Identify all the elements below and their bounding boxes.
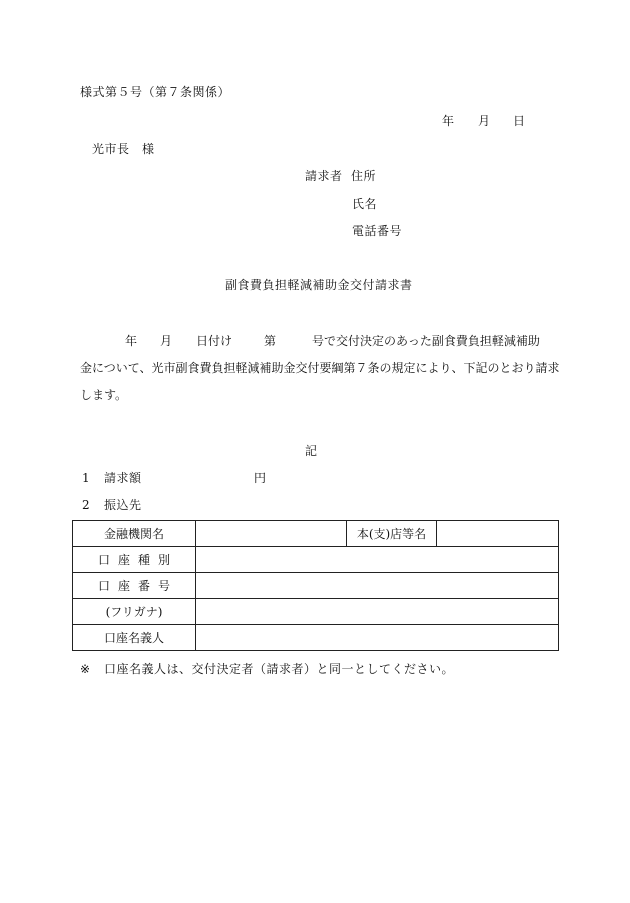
branch-name-label: 本(支)店等名 — [347, 521, 437, 547]
account-type-label: 口座種別 — [73, 547, 196, 573]
furigana-field[interactable] — [196, 599, 559, 625]
item-1-number: 1 — [82, 471, 90, 485]
account-type-field[interactable] — [196, 547, 559, 573]
body-line-2: 金について、光市副食費負担軽減補助金交付要綱第７条の規定により、下記のとおり請求 — [80, 361, 560, 375]
date-year-label: 年 — [442, 114, 455, 128]
furigana-label: (フリガナ) — [73, 599, 196, 625]
body-line-3: します。 — [80, 388, 128, 402]
table-row — [73, 625, 559, 651]
claimant-address-label: 住所 — [351, 169, 377, 183]
addressee: 光市長 様 — [92, 142, 155, 156]
document-title: 副食費負担軽減補助金交付請求書 — [225, 278, 413, 292]
item-2-number: 2 — [82, 498, 90, 512]
date-day-label: 日 — [513, 114, 526, 128]
table-row — [73, 521, 559, 547]
account-holder-label: 口座名義人 — [73, 625, 196, 651]
body-line-1-rest: 号で交付決定のあった副食費負担軽減補助 — [312, 334, 540, 348]
body-year-label: 年 — [125, 334, 138, 348]
body-month-label: 月 — [160, 334, 173, 348]
body-dated-label: 日付け — [196, 334, 233, 348]
date-month-label: 月 — [478, 114, 491, 128]
bank-transfer-table — [72, 520, 559, 651]
item-1-unit: 円 — [254, 471, 267, 485]
note-text: 口座名義人は、交付決定者（請求者）と同一としてください。 — [104, 662, 455, 676]
account-holder-field[interactable] — [196, 625, 559, 651]
ki-heading: 記 — [305, 444, 318, 458]
bank-name-label: 金融機関名 — [73, 521, 196, 547]
claimant-name-label: 氏名 — [352, 197, 378, 211]
claimant-phone-label: 電話番号 — [352, 224, 403, 238]
account-number-field[interactable] — [196, 573, 559, 599]
table-row — [73, 573, 559, 599]
form-number: 様式第５号（第７条関係） — [80, 85, 231, 99]
branch-name-field[interactable] — [437, 521, 559, 547]
table-row — [73, 547, 559, 573]
item-2-label: 振込先 — [104, 498, 142, 512]
note-mark: ※ — [80, 662, 91, 676]
table-row — [73, 599, 559, 625]
item-1-label: 請求額 — [104, 471, 142, 485]
account-number-label: 口座番号 — [73, 573, 196, 599]
body-dai-label: 第 — [264, 334, 277, 348]
bank-name-field[interactable] — [196, 521, 347, 547]
claimant-label: 請求者 — [305, 169, 343, 183]
